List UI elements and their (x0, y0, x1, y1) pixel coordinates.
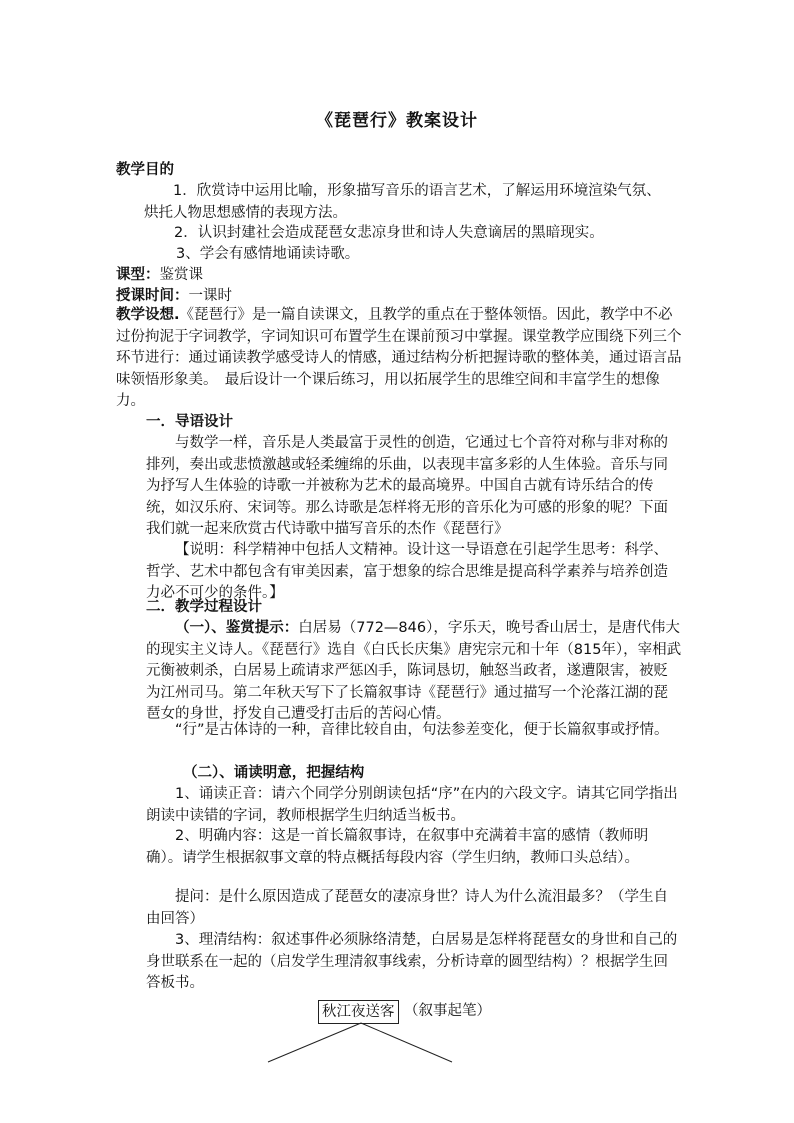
part2-heading: （二）、诵读明意，把握结构 (183, 765, 365, 781)
objective-item-1: 1．欣赏诗中运用比喻，形象描写音乐的语言艺术，了解运用环境渲染气氛、烘托人物思想感情的表现方法。 (144, 183, 661, 221)
objectives-heading: 教学目的 (116, 162, 174, 178)
section1-heading: 一．导语设计 (146, 414, 233, 430)
part1-label: （一）、鉴赏提示： (175, 620, 299, 636)
part1-text: 白居易（772—846），字乐天，晚号香山居士，是唐代伟大的现实主义诗人。《琵琶行》选自《白氏长庆集》唐宪宗元和十年（815年），宰相武元衡被刺杀，白居易上疏请求严惩凶手，陈词恳切，触怒当政者，遂遭限害，被贬为江州司马。第二年秋天写下了长篇叙事诗《琵琶行》通过描写一个沦落江湖的琵琶女的身世，抒发自己遭受打击后的苦闷心情。 (146, 620, 682, 723)
step-2: 2、明确内容：这是一首长篇叙事诗，在叙事中充满着丰富的感情（教师明确）。请学生根据叙事文章的特点概括每段内容（学生归纳，教师口头总结）。 (146, 828, 649, 866)
step-3: 3、理清结构：叙述事件必须脉络清楚，白居易是怎样将琵琶女的身世和自己的身世联系在一起的（启发学生理清叙事线索，分析诗章的圆型结构）？根据学生回答板书。 (146, 932, 678, 992)
step-1: 1、诵读正音：请六个同学分别朗读包括“序”在内的六段文字。请其它同学指出朗读中读错的字词，教师根据学生归纳适当板书。 (146, 786, 678, 824)
design-idea-label: 教学设想. (116, 307, 180, 323)
section1-note: 【说明：科学精神中包括人文精神。设计这一导语意在引起学生思考：科学、哲学、艺术中都包含有审美因素，富于想象的综合思维是提高科学素养与培养创造力必不可少的条件。】 (146, 542, 668, 602)
diagram-left-branch (268, 1023, 361, 1062)
lesson-time-value: 一课时 (188, 288, 232, 304)
objective-item-3: 3、学会有感情地诵读诗歌。 (176, 246, 360, 262)
part1-note: “行”是古体诗的一种，音律比较自由，句法参差变化，便于长篇叙事或抒情。 (175, 722, 669, 738)
diagram-root-box: 秋江夜送客 (318, 1000, 399, 1024)
page-title: 《琵琶行》教案设计 (316, 111, 478, 131)
design-idea-text: 《琵琶行》是一篇自读课文，且教学的重点在于整体领悟。因此，教学中不必过份拘泥于字词教学，字词知识可布置学生在课前预习中掌握。课堂教学应围绕下列三个环节进行：通过诵读教学感受诗人的情感，通过结构分析把握诗歌的整体美，通过语言品味领悟形象美。 最后设计一个课后练习，用以拓展学生的思维空间和丰富学生的想像力。 (116, 307, 682, 410)
section2-heading: 二．教学过程设计 (146, 599, 262, 615)
lesson-time-label: 授课时间： (116, 288, 189, 304)
diagram-root-note: （叙事起笔） (404, 1003, 491, 1019)
diagram-right-branch (361, 1023, 452, 1062)
lesson-type-value: 鉴赏课 (159, 267, 203, 283)
lesson-type-label: 课型： (116, 267, 160, 283)
objective-item-2: 2．认识封建社会造成琵琶女悲凉身世和诗人失意谪居的黑暗现实。 (174, 225, 604, 241)
section1-paragraph: 与数学一样，音乐是人类最富于灵性的创造，它通过七个音符对称与非对称的排列，奏出或悲愤激越或轻柔缠绵的乐曲，以表现丰富多彩的人生体验。音乐与同为抒写人生体验的诗歌一并被称为艺术的最高境界。中国自古就有诗乐结合的传统，如汉乐府、宋词等。那么诗歌是怎样将无形的音乐化为可感的形象的呢？下面我们就一起来欣赏古代诗歌中描写音乐的杰作《琵琶行》 (146, 435, 668, 538)
question: 提问：是什么原因造成了琵琶女的凄凉身世？诗人为什么流泪最多？（学生自由回答） (146, 889, 668, 927)
